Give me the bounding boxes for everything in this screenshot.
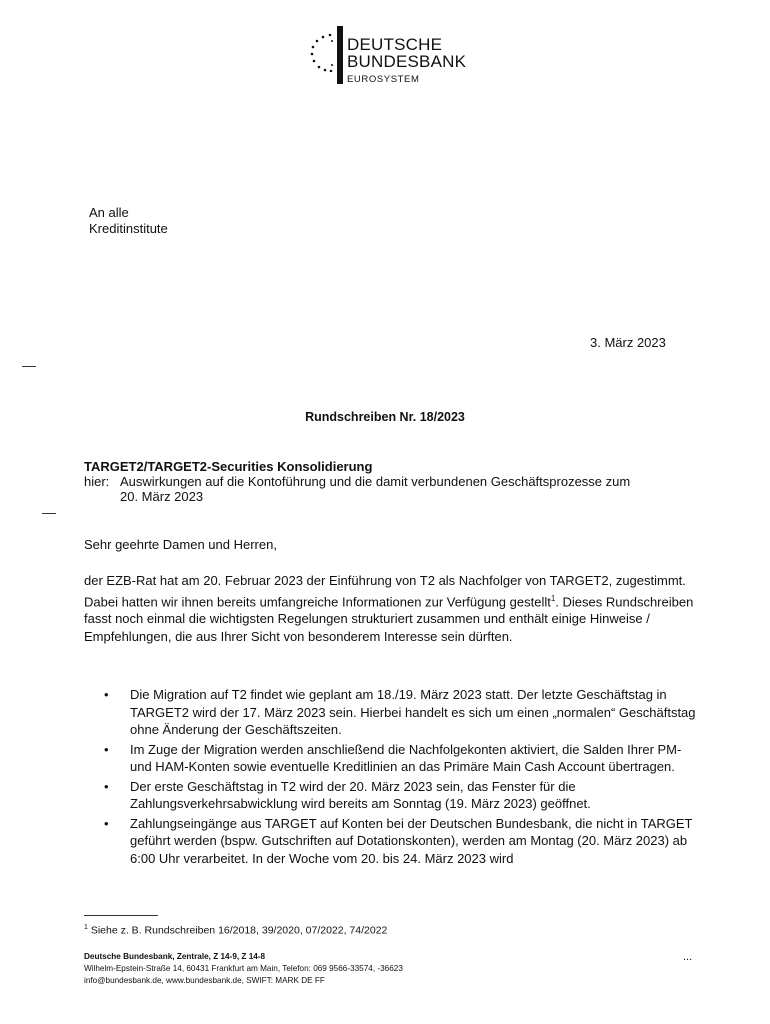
letter-date: 3. März 2023 <box>590 335 666 350</box>
subject-text-line-1: Auswirkungen auf die Kontoführung und die damit verbundenen Geschäftsprozesse zum <box>120 474 631 489</box>
list-item: • Die Migration auf T2 findet wie geplant am 18./19. März 2023 statt. Der letzte Geschäftstag in TARGET2 wird der 17. März 2023 sein. Hierbei handelt es sich um einen „normalen“ Geschäftstag ohne Änderung der Geschäftszeiten. <box>104 686 696 739</box>
fold-mark-top <box>22 366 36 367</box>
euro-stars-icon <box>310 32 336 72</box>
bullet-list <box>104 686 696 869</box>
paragraph-1-part-1: der EZB-Rat hat am 20. Februar 2023 der Einführung von T2 als Nachfolger von TARGET2, zugestimmt. Dabei hatten wir ihnen bereits umfangreiche Informationen zur Verfügung gestellt <box>84 573 686 609</box>
subject-heading: TARGET2/TARGET2-Securities Konsolidierung <box>84 459 373 474</box>
fold-mark-middle <box>42 513 56 514</box>
list-item: • Zahlungseingänge aus TARGET auf Konten bei der Deutschen Bundesbank, die nicht in TARGET geführt werden (bspw. Gutschriften auf Dotationskonten), werden am Montag (20. März 2023) ab 6:00 Uhr verarbeitet. In der Woche vom 20. bis 24. März 2023 wird <box>104 815 696 868</box>
recipient-line-2: Kreditinstitute <box>89 221 168 236</box>
list-item: • Im Zuge der Migration werden anschließend die Nachfolgekonten aktiviert, die Salden Ihrer PM- und HAM-Konten sowie eventuelle Kreditlinien an das Primäre Main Cash Account übertragen. <box>104 741 696 776</box>
recipient-line-1: An alle <box>89 205 129 220</box>
continuation-marker: ... <box>683 951 693 963</box>
footnote-text: Siehe z. B. Rundschreiben 16/2018, 39/2020, 07/2022, 74/2022 <box>90 924 388 937</box>
footer-line-1: Deutsche Bundesbank, Zentrale, Z 14-9, Z 14-8 <box>84 952 266 961</box>
recipient-address <box>89 205 168 237</box>
footer-line-3: info@bundesbank.de, www.bundesbank.de, SWIFT: MARK DE FF <box>84 976 325 985</box>
bundesbank-logo <box>310 26 470 86</box>
letter-footer <box>84 951 403 987</box>
list-item: • Der erste Geschäftstag in T2 wird der 20. März 2023 sein, das Fenster für die Zahlungsverkehrsabwicklung wird bereits am Sonntag (19. März 2023) geöffnet. <box>104 778 696 813</box>
logo-line-2: BUNDESBANK <box>347 52 467 71</box>
footnote-ref[interactable]: 1 <box>550 593 556 603</box>
footnote <box>84 924 387 937</box>
subject-text-line-2: 20. März 2023 <box>120 489 204 504</box>
footnote-divider <box>84 915 158 916</box>
circular-title: Rundschreiben Nr. 18/2023 <box>305 410 465 424</box>
body-paragraph <box>84 572 696 645</box>
subject-label: hier: <box>84 474 110 489</box>
subject-detail <box>84 474 704 504</box>
logo-line-1: DEUTSCHE <box>347 35 443 54</box>
salutation: Sehr geehrte Damen und Herren, <box>84 537 277 552</box>
logo-line-3: EUROSYSTEM <box>347 74 420 85</box>
paragraph-1-part-2: . Dieses Rundschreiben fasst noch einmal die wichtigsten Regelungen strukturiert zusammen und enthält einige Hinweise / Empfehlungen, die aus Ihrer Sicht von besonderem Interesse sein dürften. <box>84 593 694 644</box>
subject-block <box>84 459 704 504</box>
footer-line-2: Wilhelm-Epstein-Straße 14, 60431 Frankfurt am Main, Telefon: 069 9566-33574, -36623 <box>84 964 403 973</box>
subject-text <box>120 474 630 504</box>
paragraph-1 <box>84 572 696 645</box>
logo-bar <box>337 26 343 84</box>
footnote-number: 1 <box>84 924 88 931</box>
logo-wordmark <box>347 36 466 70</box>
